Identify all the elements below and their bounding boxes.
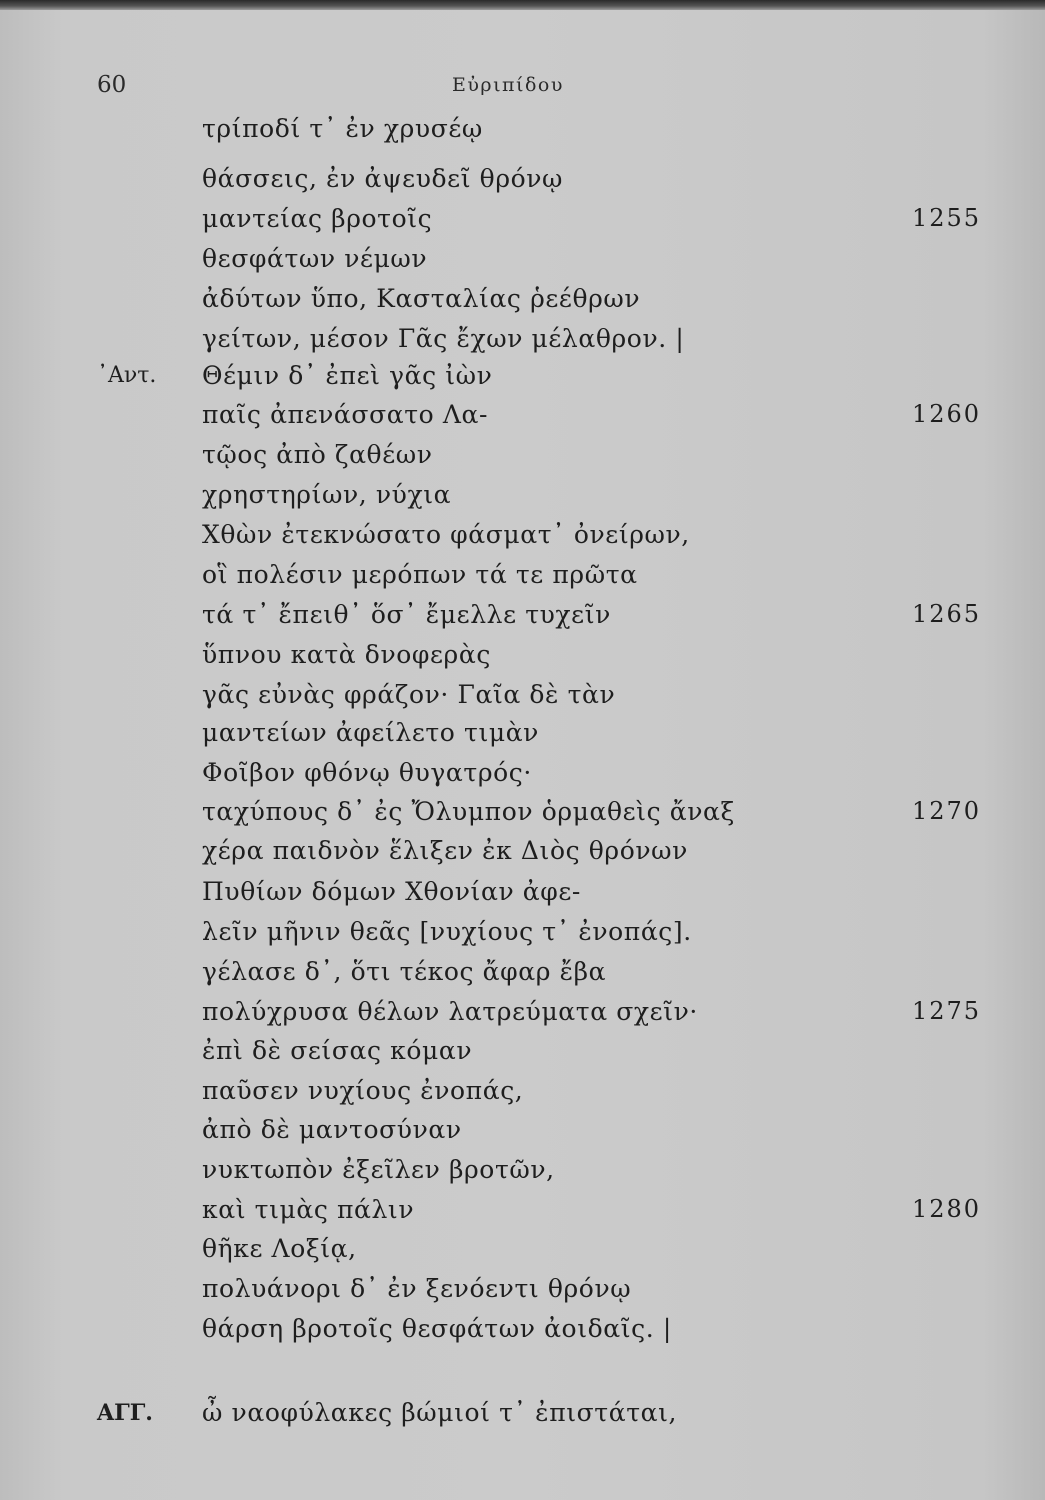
verse-line: χέρα παιδνὸν ἕλιξεν ἐκ Διὸς θρόνων [202, 836, 688, 865]
verse-line: πολυάνορι δ᾿ ἐν ξενόεντι θρόνῳ [202, 1274, 632, 1303]
verse-line: Πυθίων δόμων Χθονίαν ἀφε- [202, 877, 581, 906]
verse-line: πολύχρυσα θέλων λατρεύματα σχεῖν· [202, 997, 698, 1026]
line-number: 1270 [912, 797, 982, 825]
line-number: 1275 [912, 997, 982, 1025]
verse-line: ἀδύτων ὕπο, Κασταλίας ῥεέθρων [202, 284, 641, 313]
verse-line: θῆκε Λοξίᾳ, [202, 1234, 357, 1263]
line-number: 1280 [912, 1195, 982, 1223]
verse-line: θάσσεις, ἐν ἀψευδεῖ θρόνῳ [202, 164, 564, 193]
verse-line: ὕπνου κατὰ δνοφερὰς [202, 640, 491, 669]
verse-line: ὦ ναοφύλακες βώμιοί τ᾿ ἐπιστάται, [202, 1398, 678, 1427]
verse-line: τῷος ἀπὸ ζαθέων [202, 440, 433, 469]
line-number: 1260 [912, 400, 982, 428]
verse-line: τρίποδί τ᾿ ἐν χρυσέῳ [202, 114, 483, 143]
speaker-label: ΑΓΓ. [97, 1400, 153, 1426]
verse-line: νυκτωπὸν ἐξεῖλεν βροτῶν, [202, 1155, 555, 1184]
verse-line: Φοῖβον φθόνῳ θυγατρός· [202, 758, 532, 787]
verse-line: θάρση βροτοῖς θεσφάτων ἀοιδαῖς. | [202, 1314, 672, 1343]
verse-line: Χθὼν ἐτεκνώσατο φάσματ᾿ ὀνείρων, [202, 520, 690, 549]
line-number: 1255 [912, 204, 982, 232]
verse-line: γέλασε δ᾿, ὅτι τέκος ἄφαρ ἔβα [202, 957, 607, 986]
verse-line: μαντείας βροτοῖς [202, 204, 433, 233]
verse-line: τά τ᾿ ἔπειθ᾿ ὅσ᾿ ἔμελλε τυχεῖν [202, 600, 611, 629]
antistrophe-label: ᾿Αντ. [97, 363, 157, 388]
line-number: 1265 [912, 600, 982, 628]
verse-line: ταχύπους δ᾿ ἐς Ὄλυμπον ὁρμαθεὶς ἄναξ [202, 797, 735, 826]
verse-line: παῖς ἀπενάσσατο Λα- [202, 400, 489, 429]
verse-line: οἳ πολέσιν μερόπων τά τε πρῶτα [202, 560, 638, 589]
verse-line: θεσφάτων νέμων [202, 244, 428, 273]
verse-line: καὶ τιμὰς πάλιν [202, 1195, 415, 1224]
verse-line: Θέμιν δ᾿ ἐπεὶ γᾶς ἰὼν [202, 361, 493, 390]
verse-line: ἀπὸ δὲ μαντοσύναν [202, 1115, 462, 1144]
page-number: 60 [97, 72, 127, 98]
scan-top-border [0, 0, 1045, 10]
verse-line: γᾶς εὐνὰς φράζον· Γαῖα δὲ τὰν [202, 680, 616, 709]
verse-line: ἐπὶ δὲ σείσας κόμαν [202, 1036, 473, 1065]
running-head: Εὐριπίδου [452, 74, 564, 96]
verse-line: παῦσεν νυχίους ἐνοπάς, [202, 1076, 524, 1105]
verse-line: λεῖν μῆνιν θεᾶς [νυχίους τ᾿ ἐνοπάς]. [202, 917, 692, 946]
verse-line: γείτων, μέσον Γᾶς ἔχων μέλαθρον. | [202, 324, 685, 353]
verse-line: χρηστηρίων, νύχια [202, 480, 452, 509]
verse-line: μαντείων ἀφείλετο τιμὰν [202, 718, 539, 747]
